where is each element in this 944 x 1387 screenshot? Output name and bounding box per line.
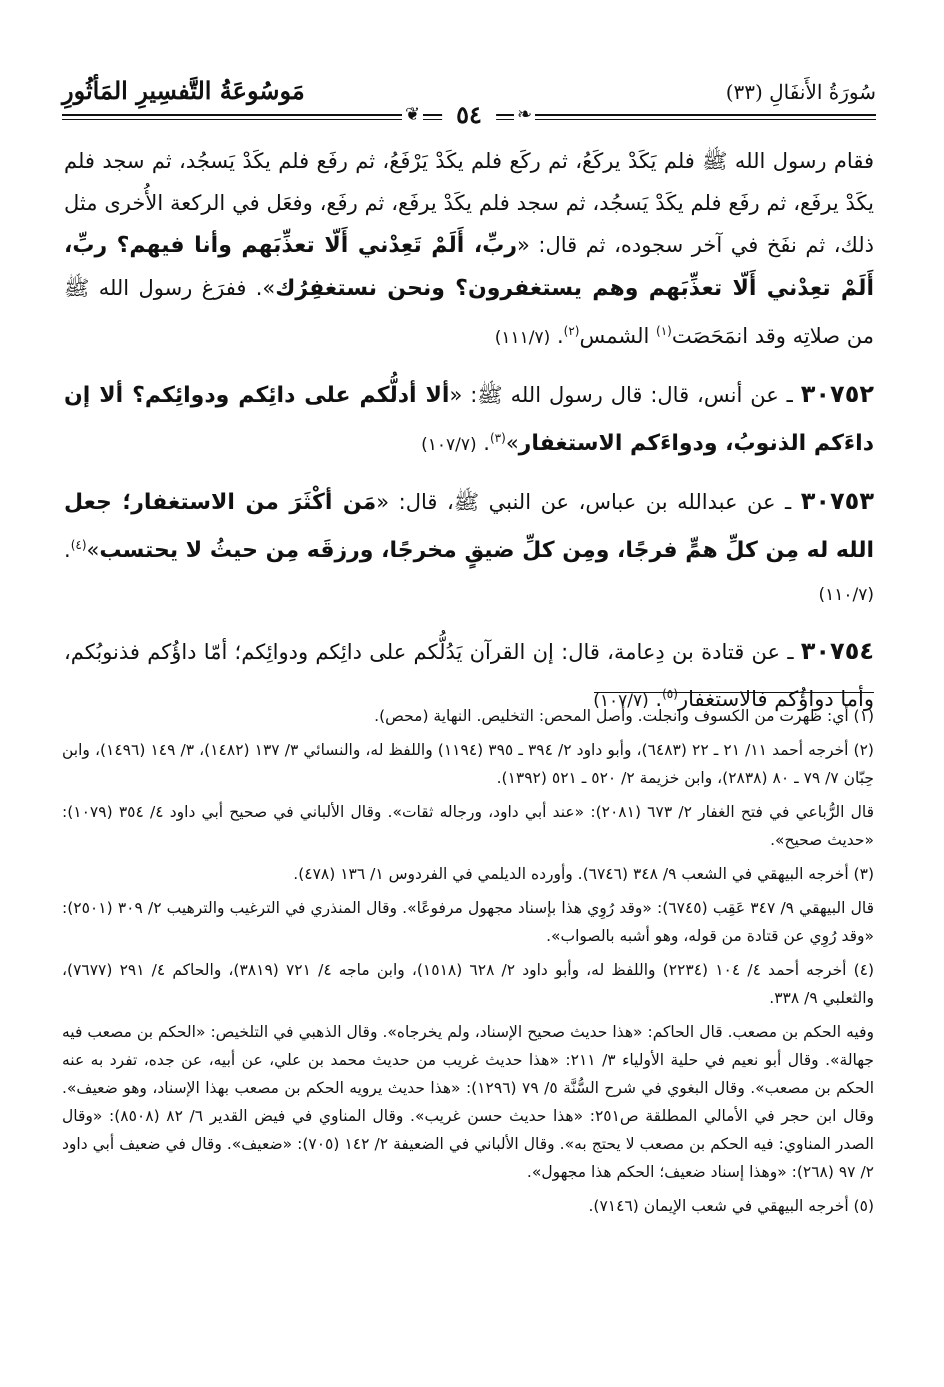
paragraph	[64, 480, 874, 616]
volume-reference: (١٠٧/٧)	[593, 691, 649, 711]
narration-text: »	[86, 538, 100, 562]
narration-text: ـ عن قتادة بن دِعامة، قال: إن القرآن يَدُلُّكم على دائِكم ودوائِكم؛ أمّا داؤُكم فذنوبُكم، وأما دواؤُكم فالاستغفار	[64, 640, 874, 711]
footnote-separator	[594, 692, 874, 693]
ornament-left-icon: ❦	[402, 104, 423, 125]
narration-text: .	[476, 431, 490, 455]
footnote: قال الرُّباعي في فتح الغفار ٢/ ٦٧٣ (٢٠٨١): «عند أبي داود، ورجاله ثقات». وقال الألباني في صحيح أبي داود ٤/ ٣٥٤ (١٠٧٩): «حديث صحيح».	[62, 803, 874, 849]
narration-text: ». ففرَغ رسول الله ﷺ من صلاتِه وقد انمَحَصَت	[64, 276, 874, 348]
footnote: (٥) أخرجه البيهقي في شعب الإيمان (٧١٤٦).	[588, 1197, 874, 1215]
volume-reference: (١٠٧/٧)	[421, 435, 477, 455]
narration-text: .	[648, 687, 663, 711]
narration-text: ـ عن عبدالله بن عباس، عن النبي ﷺ، قال: «	[376, 490, 801, 514]
paragraph	[64, 140, 874, 359]
surah-title: سُورَةُ الأَنفَالِ (٣٣)	[725, 80, 876, 104]
footnote-marker: (٣)	[489, 431, 506, 445]
narration-text: »	[505, 431, 519, 455]
hadith-number: ٣٠٧٥٣	[800, 487, 874, 515]
footnote: قال البيهقي ٩/ ٣٤٧ عَقِب (٦٧٤٥): «وقد رُوِي هذا بإسناد مجهول مرفوعًا». وقال المنذري في الترغيب والترهيب ٢/ ٣٠٩ (٢٥٠١): «وقد رُوِي عن قتادة من قوله، وهو أشبه بالصواب».	[62, 899, 874, 945]
narration-text: فقام رسول الله ﷺ فلم يَكَدْ يركَعُ، ثم ركَع فلم يكَدْ يَرْفَعُ، ثم رفَع فلم يكَدْ يَسجُد، ثم سجد فلم يكَدْ يرفَع، ثم رفَع فلم يكَدْ يَسجُد، ثم سجد فلم يكَدْ يرفَع، ثم رفَع، وفعَل في الركعة الأُخرى مثل ذلك، ثم نفَخ في آخر سجوده، ثم قال: «	[64, 149, 874, 257]
page-number: ٥٤	[442, 100, 496, 129]
main-text	[64, 140, 874, 736]
hadith-text: ألا أدلُّكم على دائِكم ودوائِكم؟ ألا إن داءَكم الذنوبُ، ودواءَكم الاستغفار	[64, 383, 874, 456]
footnote: وفيه الحكم بن مصعب. قال الحاكم: «هذا حديث صحيح الإسناد، ولم يخرجاه». وقال الذهبي في التلخيص: «الحكم بن مصعب فيه جهالة». وقال أبو نعيم في حلية الأولياء ٣/ ٢١١: «هذا حديث غريب من حديث محمد بن علي، عن أبيه، عن جده، تفرد به عنه الحكم بن مصعب». وقال البغوي في شرح السُّنَّة ٥/ ٧٩ (١٢٩٦): «هذا حديث يرويه الحكم بن مصعب بهذا الإسناد، وهو ضعيف». وقال ابن حجر في الأمالي المطلقة ص٢٥١: «هذا حديث حسن غريب». وقال المناوي في فيض القدير ٦/ ٨٢ (٨٥٠٨): «وقال الصدر المناوي: فيه الحكم بن مصعب لا يحتج به». وقال الألباني في الضعيفة ٢/ ١٤٢ (٧٠٥): «ضعيف». وقال في ضعيف أبي داود ٢/ ٩٧ (٢٦٨): «وهذا إسناد ضعيف؛ الحكم هذا مجهول».	[62, 1023, 875, 1181]
paragraph	[64, 373, 874, 466]
footnote: (٤) أخرجه أحمد ٤/ ١٠٤ (٢٢٣٤) واللفظ له، وأبو داود ٢/ ٦٢٨ (١٥١٨)، وابن ماجه ٤/ ٧٢١ (٣٨١٩)، والحاكم ٤/ ٢٩١ (٧٦٧٧)، والثعلبي ٩/ ٣٣٨.	[62, 961, 875, 1007]
footnote-marker: (٥)	[662, 687, 678, 701]
footnote: (٢) أخرجه أحمد ١١/ ٢١ ـ ٢٢ (٦٤٨٣)، وأبو داود ٢/ ٣٩٤ ـ ٣٩٥ (١١٩٤) واللفظ له، والنسائي ٣/ ١٣٧ (١٤٨٢)، ٣/ ١٤٩ (١٤٩٦)، وابن حِبّان ٧/ ٧٩ ـ ٨٠ (٢٨٣٨)، وابن خزيمة ٢/ ٥٢٠ ـ ٥٢١ (١٣٩٢).	[62, 741, 874, 787]
footnote-marker: (١)	[656, 324, 672, 338]
footnote-marker: (٤)	[70, 538, 87, 552]
narration-text: .	[64, 538, 71, 562]
ornament-right-icon: ❧	[514, 104, 535, 125]
footnote: (١) أي: ظهرت من الكسوف وانجلت. وأصل المحص: التخليص. النهاية (محص).	[374, 707, 874, 725]
narration-text: الشمس	[579, 324, 657, 348]
page-header	[62, 68, 876, 128]
footnote: (٣) أخرجه البيهقي في الشعب ٩/ ٣٤٨ (٦٧٤٦). وأورده الديلمي في الفردوس ١/ ١٣٦ (٤٧٨).	[293, 865, 874, 883]
hadith-number: ٣٠٧٥٤	[800, 637, 874, 665]
hadith-text: ربِّ، أَلَمْ تَعِدْني أَلّا تعذِّبَهم وأنا فيهم؟ ربِّ، أَلَمْ تعِدْني أَلّا تعذِّبَهم وهم يستغفرون؟ ونحن نستغفِرُك	[64, 233, 874, 301]
narration-text: ـ عن أنس، قال: قال رسول الله ﷺ: «	[449, 383, 801, 407]
book-title: مَوسُوعَةُ التَّفسِيرِ المَأثُورِ	[62, 76, 305, 105]
hadith-number: ٣٠٧٥٢	[800, 380, 874, 408]
hadith-text: مَن أكْثَرَ من الاستغفار؛ جعل الله له مِن كلِّ همٍّ فرجًا، ومِن كلِّ ضيقٍ مخرجًا، ورزقَه مِن حيثُ لا يحتسب	[64, 490, 874, 563]
footnote-marker: (٢)	[563, 324, 580, 338]
volume-reference: (١١١/٧)	[494, 328, 551, 348]
footnotes	[62, 702, 874, 1226]
volume-reference: (١١٠/٧)	[818, 585, 874, 605]
narration-text: .	[550, 324, 564, 348]
